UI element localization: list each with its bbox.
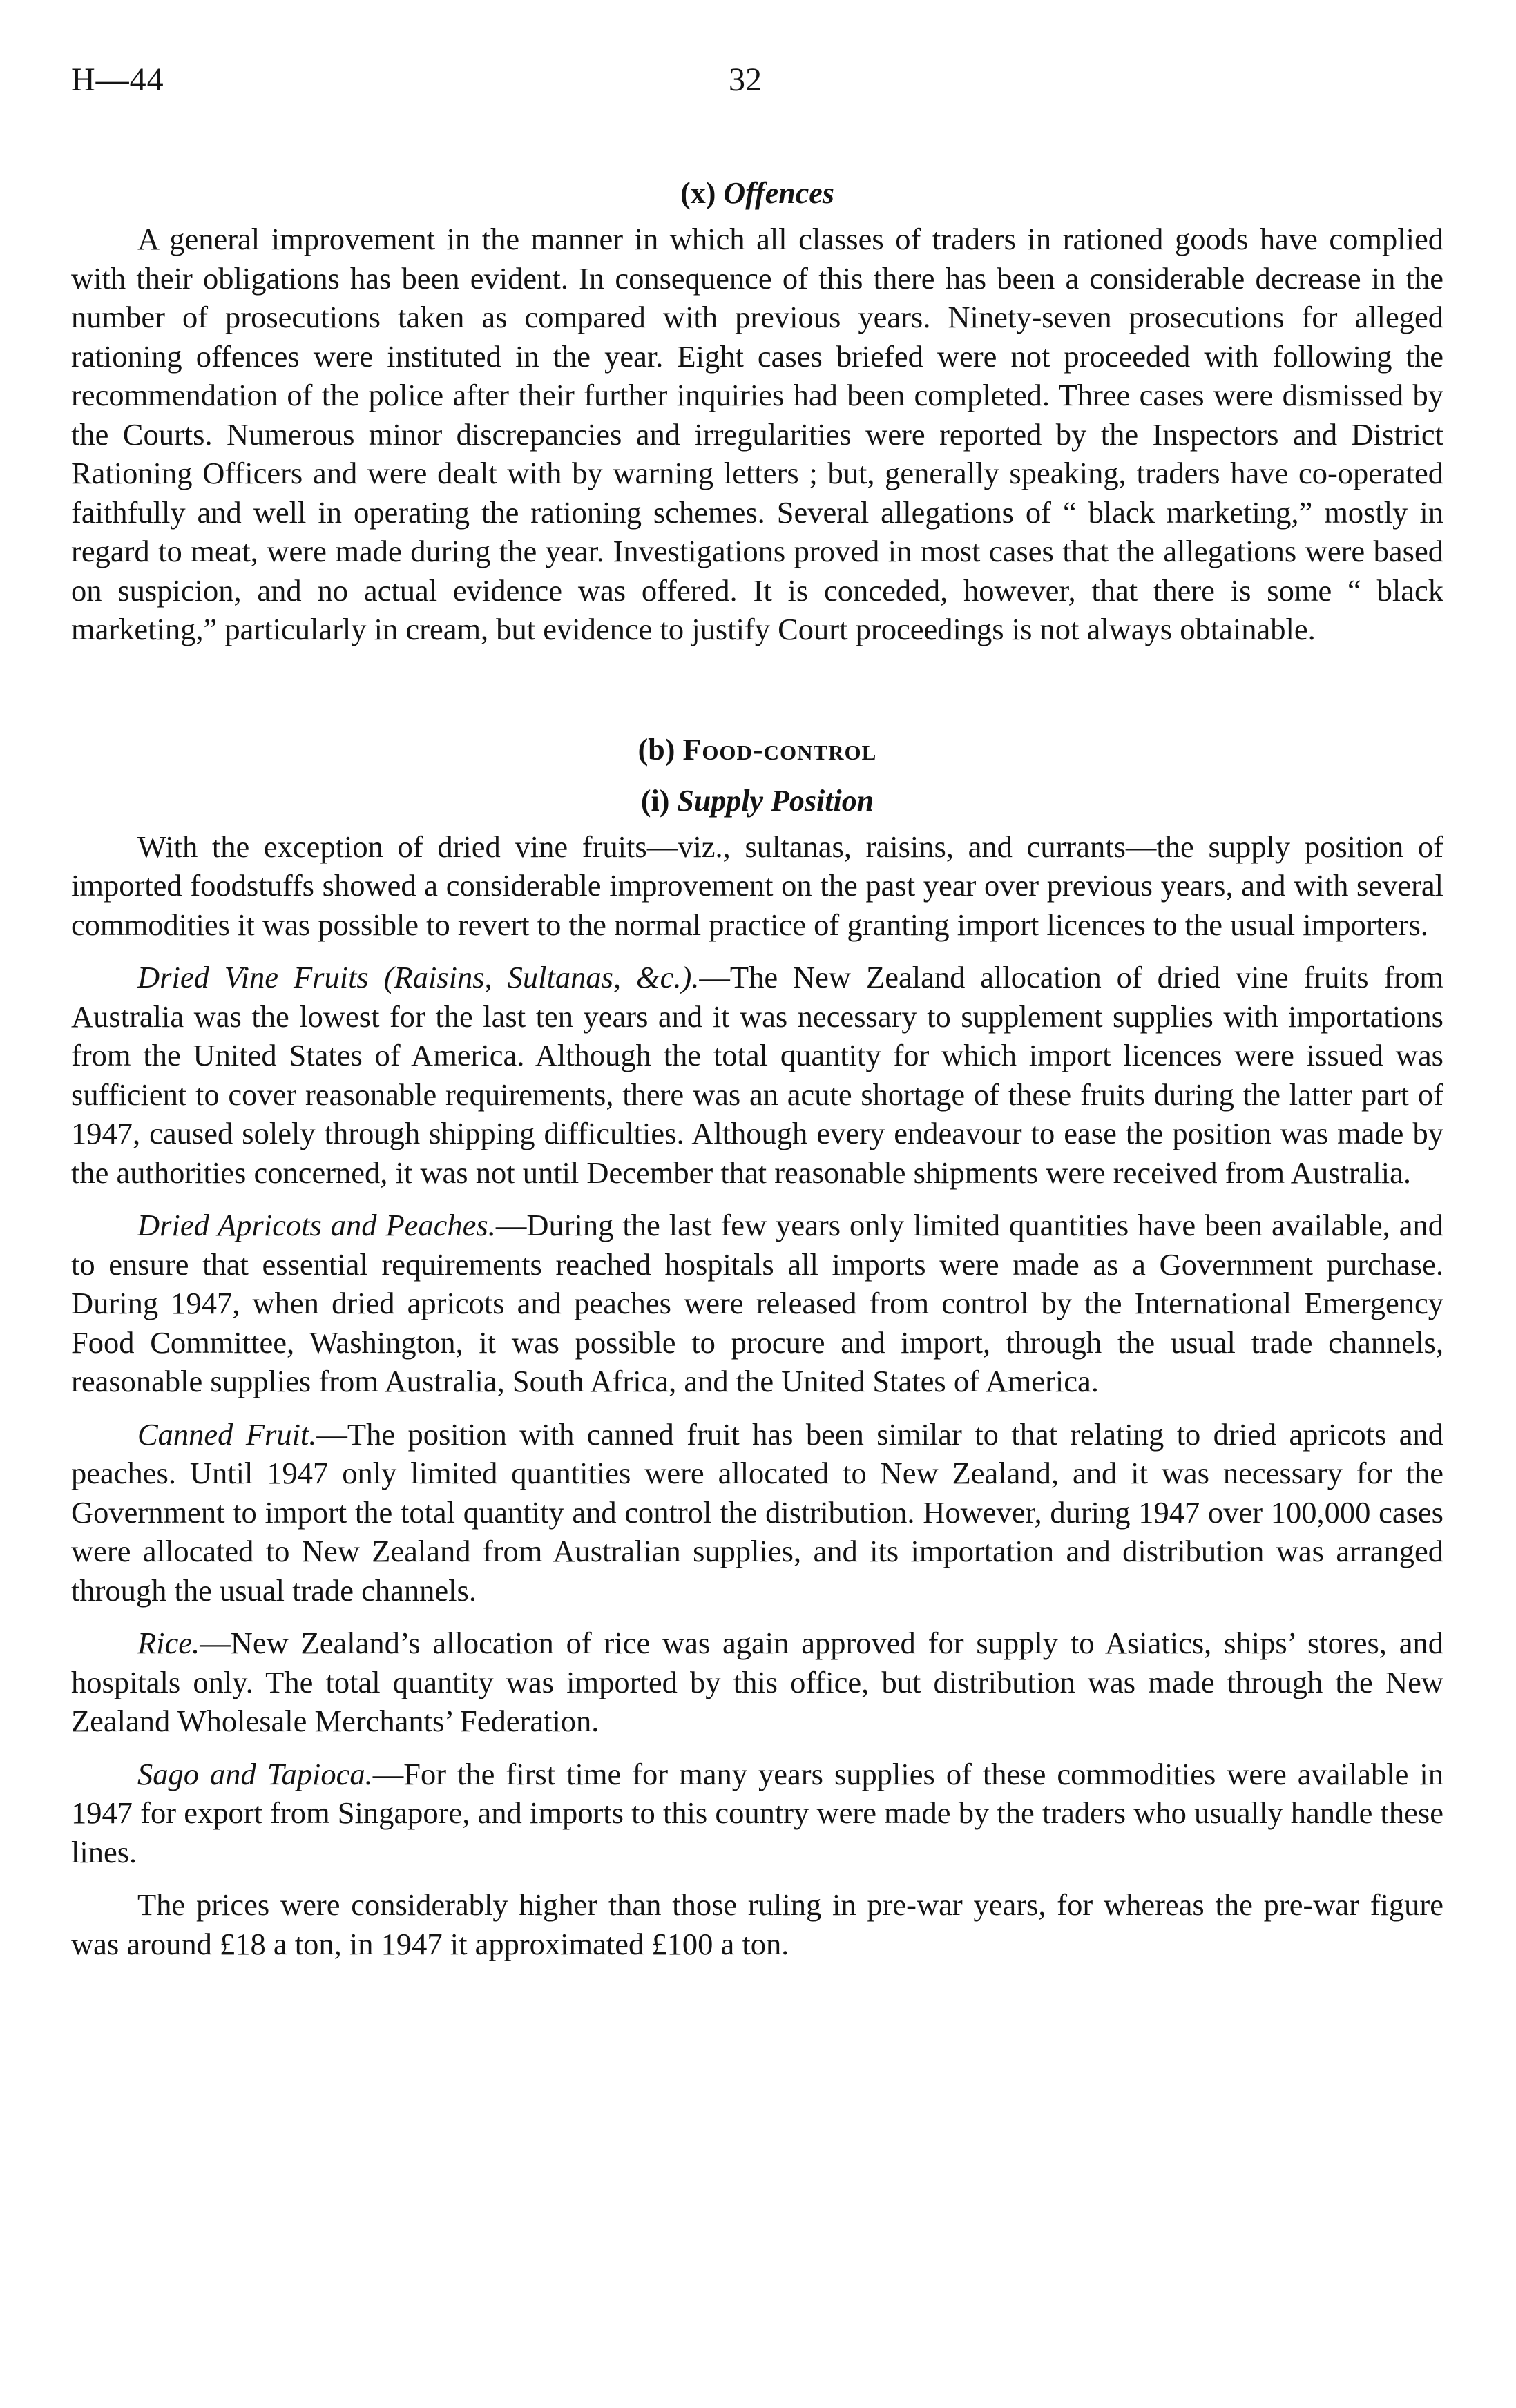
item-paragraph-canned-fruit [71,1415,1443,1610]
item-paragraph-dried-apricots [71,1206,1443,1401]
item-lead: Rice. [137,1626,200,1660]
document-code: H—44 [71,61,164,98]
offences-paragraph: A general improvement in the manner in which all classes of traders in rationed goods have complied with their obligations has been evident. In consequence of this there has been a considerable decrease in the number of prosecutions taken as compared with previous years. Ninety-seven prosecutions for alleged rationing offences were instituted in the year. Eight cases briefed were not proceeded with following the recommendation of the police after their further inquiries had been completed. Three cases were dismissed by the Courts. Numerous minor discrepancies and irregularities were reported by the Inspectors and District Rationing Officers and were dealt with by warning letters ; but, generally speaking, traders have co-operated faithfully and well in operating the rationing schemes. Several allegations of “ black marketing,” mostly in regard to meat, were made during the year. Investigations proved in most cases that the allegations were based on suspicion, and no actual evidence was offered. It is conceded, however, that there is some “ black marketing,” particularly in cream, but evidence to justify Court proceedings is not always obtainable. [71,222,1443,646]
offences-heading-number: (x) [680,176,716,210]
food-control-heading [71,731,1443,769]
item-paragraph-dried-vine-fruits [71,958,1443,1192]
supply-position-number: (i) [640,783,670,818]
page-header [71,61,1443,112]
item-text: —During the last few years only limited quantities have been available, and to ensure that essential requirements reached hospitals all imports were made as a Government purchase. During 1947, when dried apricots and peaches were released from control by the International Emergency Food Committee, Washington, it was possible to procure and import, through the usual trade channels, reasonable supplies from Australia, South Africa, and the United States of America. [71,1208,1443,1398]
supply-position-title: Supply Position [677,783,874,818]
item-paragraph-rice [71,1624,1443,1741]
item-text: —New Zealand’s allocation of rice was again approved for supply to Asiatics, ships’ stores, and hospitals only. The total quantity was imported by this office, but distribution was made through the New Zealand Wholesale Merchants’ Federation. [71,1626,1443,1738]
supply-intro-paragraph: With the exception of dried vine fruits—viz., sultanas, raisins, and currants—the supply position of imported foodstuffs showed a considerable improvement on the past year over previous years, and with several commodities it was possible to revert to the normal practice of granting import licences to the usual importers. [71,829,1443,942]
offences-heading [71,174,1443,213]
item-paragraph-sago-tapioca [71,1755,1443,1872]
item-lead: Dried Apricots and Peaches. [137,1208,496,1242]
item-lead: Sago and Tapioca. [137,1756,373,1791]
closing-paragraph: The prices were considerably higher than those ruling in pre-war years, for whereas the pre-war figure was around £18 a ton, in 1947 it approximated £100 a ton. [71,1887,1443,1961]
document-page [71,61,1443,1963]
page-number: 32 [729,61,762,98]
offences-heading-title: Offences [723,176,834,210]
item-lead: Dried Vine Fruits (Raisins, Sultanas, &c.). [137,960,700,994]
food-control-heading-title: Food-control [682,732,877,767]
supply-position-heading [71,782,1443,820]
item-lead: Canned Fruit. [137,1416,317,1452]
item-text: —The position with canned fruit has been similar to that relating to dried apricots and peaches. Until 1947 only limited quantities were allocated to New Zealand, and it was necessary for the Government to import the total quantity and control the distribution. However, during 1947 over 100,000 cases were allocated to New Zealand from Australian supplies, and its importation and distribution was arranged through the usual trade channels. [71,1416,1443,1608]
item-text: —For the first time for many years supplies of these commodities were available in 1947 for export from Singapore, and imports to this country were made by the traders who usually handle these lines. [71,1756,1443,1869]
food-control-heading-letter: (b) [637,732,675,767]
item-text: —The New Zealand allocation of dried vine fruits from Australia was the lowest for the last ten years and it was necessary to supplement supplies with importations from the United States of America. Although the total quantity for which import licences were issued was sufficient to cover reasonable requirements, there was an acute shortage of these fruits during the latter part of 1947, caused solely through shipping difficulties. Although every endeavour to ease the position was made by the authorities concerned, it was not until December that reasonable shipments were received from Australia. [71,960,1443,1190]
